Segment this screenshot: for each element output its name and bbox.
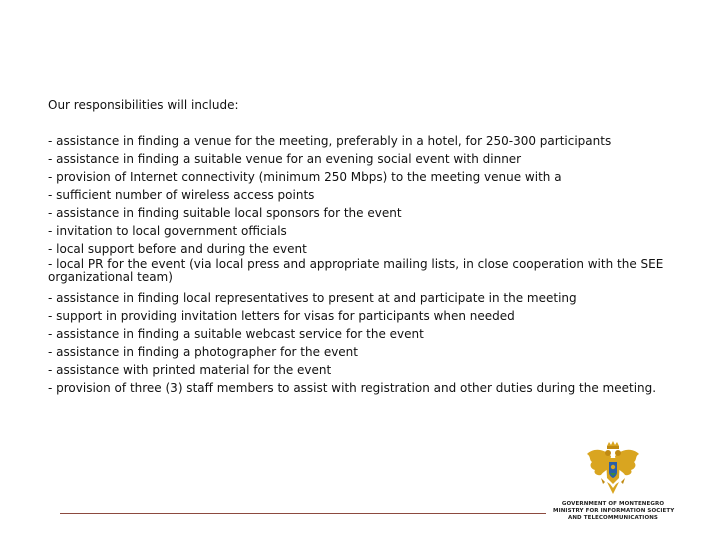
intro-heading: Our responsibilities will include: <box>48 98 239 112</box>
footer-divider <box>60 513 546 514</box>
list-item: - invitation to local government officials <box>48 224 287 238</box>
list-item: - assistance in finding suitable local sponsors for the event <box>48 206 402 220</box>
list-item: - assistance in finding a venue for the meeting, preferably in a hotel, for 250-300 participants <box>48 134 612 148</box>
content-block <box>48 96 698 397</box>
list-item: - local support before and during the event <box>48 242 307 256</box>
org-line-3: AND TELECOMMUNICATIONS <box>568 515 658 521</box>
list-item: - assistance with printed material for the event <box>48 363 332 377</box>
list-item: - assistance in finding a photographer for the event <box>48 345 358 359</box>
montenegro-coat-of-arms-icon <box>585 440 641 498</box>
list-item: - assistance in finding local representatives to present at and participate in the meeting <box>48 291 577 305</box>
list-item: - sufficient number of wireless access points <box>48 188 315 202</box>
list-item: - local PR for the event (via local press and appropriate mailing lists, in close cooperation with the SEE organizational team) <box>48 257 664 284</box>
list-item: - support in providing invitation letters for visas for participants when needed <box>48 309 515 323</box>
org-line-1: GOVERNMENT OF MONTENEGRO <box>561 501 665 507</box>
org-line-2: MINISTRY FOR INFORMATION SOCIETY <box>553 508 675 514</box>
list-item: - provision of three (3) staff members to assist with registration and other duties during the meeting. <box>48 381 657 395</box>
list-item: - assistance in finding a suitable webcast service for the event <box>48 327 424 341</box>
government-signature <box>553 501 673 522</box>
list-item: - assistance in finding a suitable venue for an evening social event with dinner <box>48 152 522 166</box>
responsibilities-list <box>48 132 698 397</box>
list-item: - provision of Internet connectivity (minimum 250 Mbps) to the meeting venue with a <box>48 170 562 184</box>
